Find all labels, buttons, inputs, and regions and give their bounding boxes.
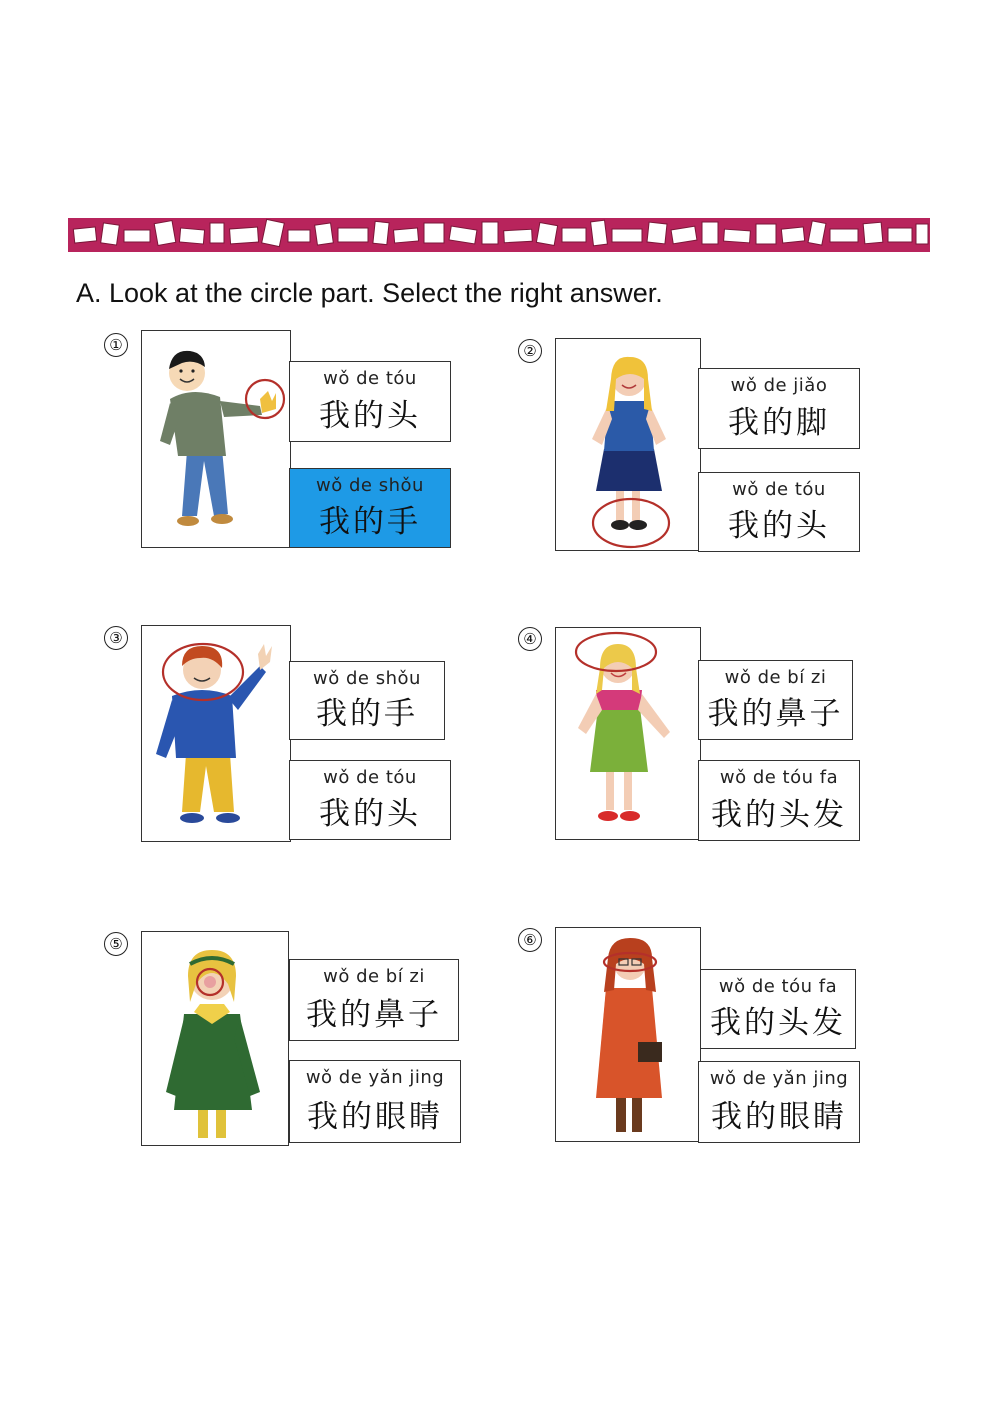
option-pinyin: wǒ de shǒu — [313, 668, 421, 689]
instruction-heading: A. Look at the circle part. Select the right answer. — [76, 278, 663, 308]
option-characters: 我的头 — [319, 796, 421, 832]
option-characters: 我的手 — [316, 696, 418, 732]
option-characters: 我的头发 — [710, 1005, 846, 1041]
answer-option[interactable] — [698, 472, 860, 552]
answer-option[interactable] — [698, 1061, 860, 1143]
question-number: ③ — [104, 626, 128, 650]
option-characters: 我的眼睛 — [307, 1099, 443, 1135]
option-characters: 我的头 — [319, 398, 421, 434]
option-pinyin: wǒ de tóu — [323, 368, 417, 389]
answer-option[interactable] — [289, 1060, 461, 1143]
picture-frame — [141, 625, 291, 842]
answer-option[interactable] — [698, 368, 860, 449]
decorative-border — [68, 212, 930, 262]
answer-option[interactable] — [289, 661, 445, 740]
option-pinyin: wǒ de yǎn jing — [709, 1068, 849, 1089]
option-pinyin: wǒ de tóu fa — [718, 976, 838, 997]
girl-green-coat-illustration — [142, 932, 290, 1147]
option-pinyin: wǒ de bí zi — [323, 966, 425, 987]
answer-option[interactable] — [700, 969, 856, 1049]
girl-blue-dress-illustration — [556, 339, 702, 552]
question-number: ⑤ — [104, 932, 128, 956]
answer-option[interactable] — [698, 760, 860, 841]
option-characters: 我的脚 — [728, 405, 830, 441]
option-characters: 我的眼睛 — [711, 1099, 847, 1135]
picture-frame — [555, 338, 701, 551]
boy-curly-hair-illustration — [142, 626, 292, 843]
answer-option-selected[interactable] — [289, 468, 451, 548]
option-characters: 我的头 — [728, 508, 830, 544]
option-pinyin: wǒ de tóu fa — [719, 767, 839, 788]
question-number: ④ — [518, 627, 542, 651]
girl-green-dress-illustration — [556, 628, 702, 841]
answer-option[interactable] — [289, 361, 451, 442]
picture-frame — [141, 931, 289, 1146]
option-pinyin: wǒ de tóu — [323, 767, 417, 788]
question-number: ⑥ — [518, 928, 542, 952]
answer-option[interactable] — [289, 959, 459, 1041]
option-pinyin: wǒ de shǒu — [316, 475, 424, 496]
answer-option[interactable] — [289, 760, 451, 840]
question-number: ① — [104, 333, 128, 357]
boy-waving-illustration — [142, 331, 292, 549]
option-pinyin: wǒ de tóu — [732, 479, 826, 500]
option-pinyin: wǒ de bí zi — [724, 667, 827, 688]
picture-frame — [141, 330, 291, 548]
option-characters: 我的鼻子 — [306, 997, 442, 1033]
question-number: ② — [518, 339, 542, 363]
picture-frame — [555, 627, 701, 840]
option-pinyin: wǒ de jiǎo — [730, 375, 828, 396]
option-characters: 我的手 — [319, 504, 421, 540]
woman-red-dress-illustration — [556, 928, 702, 1143]
option-characters: 我的头发 — [711, 797, 847, 833]
answer-option[interactable] — [698, 660, 853, 740]
picture-frame — [555, 927, 701, 1142]
option-characters: 我的鼻子 — [707, 696, 844, 732]
option-pinyin: wǒ de yǎn jing — [305, 1067, 445, 1088]
